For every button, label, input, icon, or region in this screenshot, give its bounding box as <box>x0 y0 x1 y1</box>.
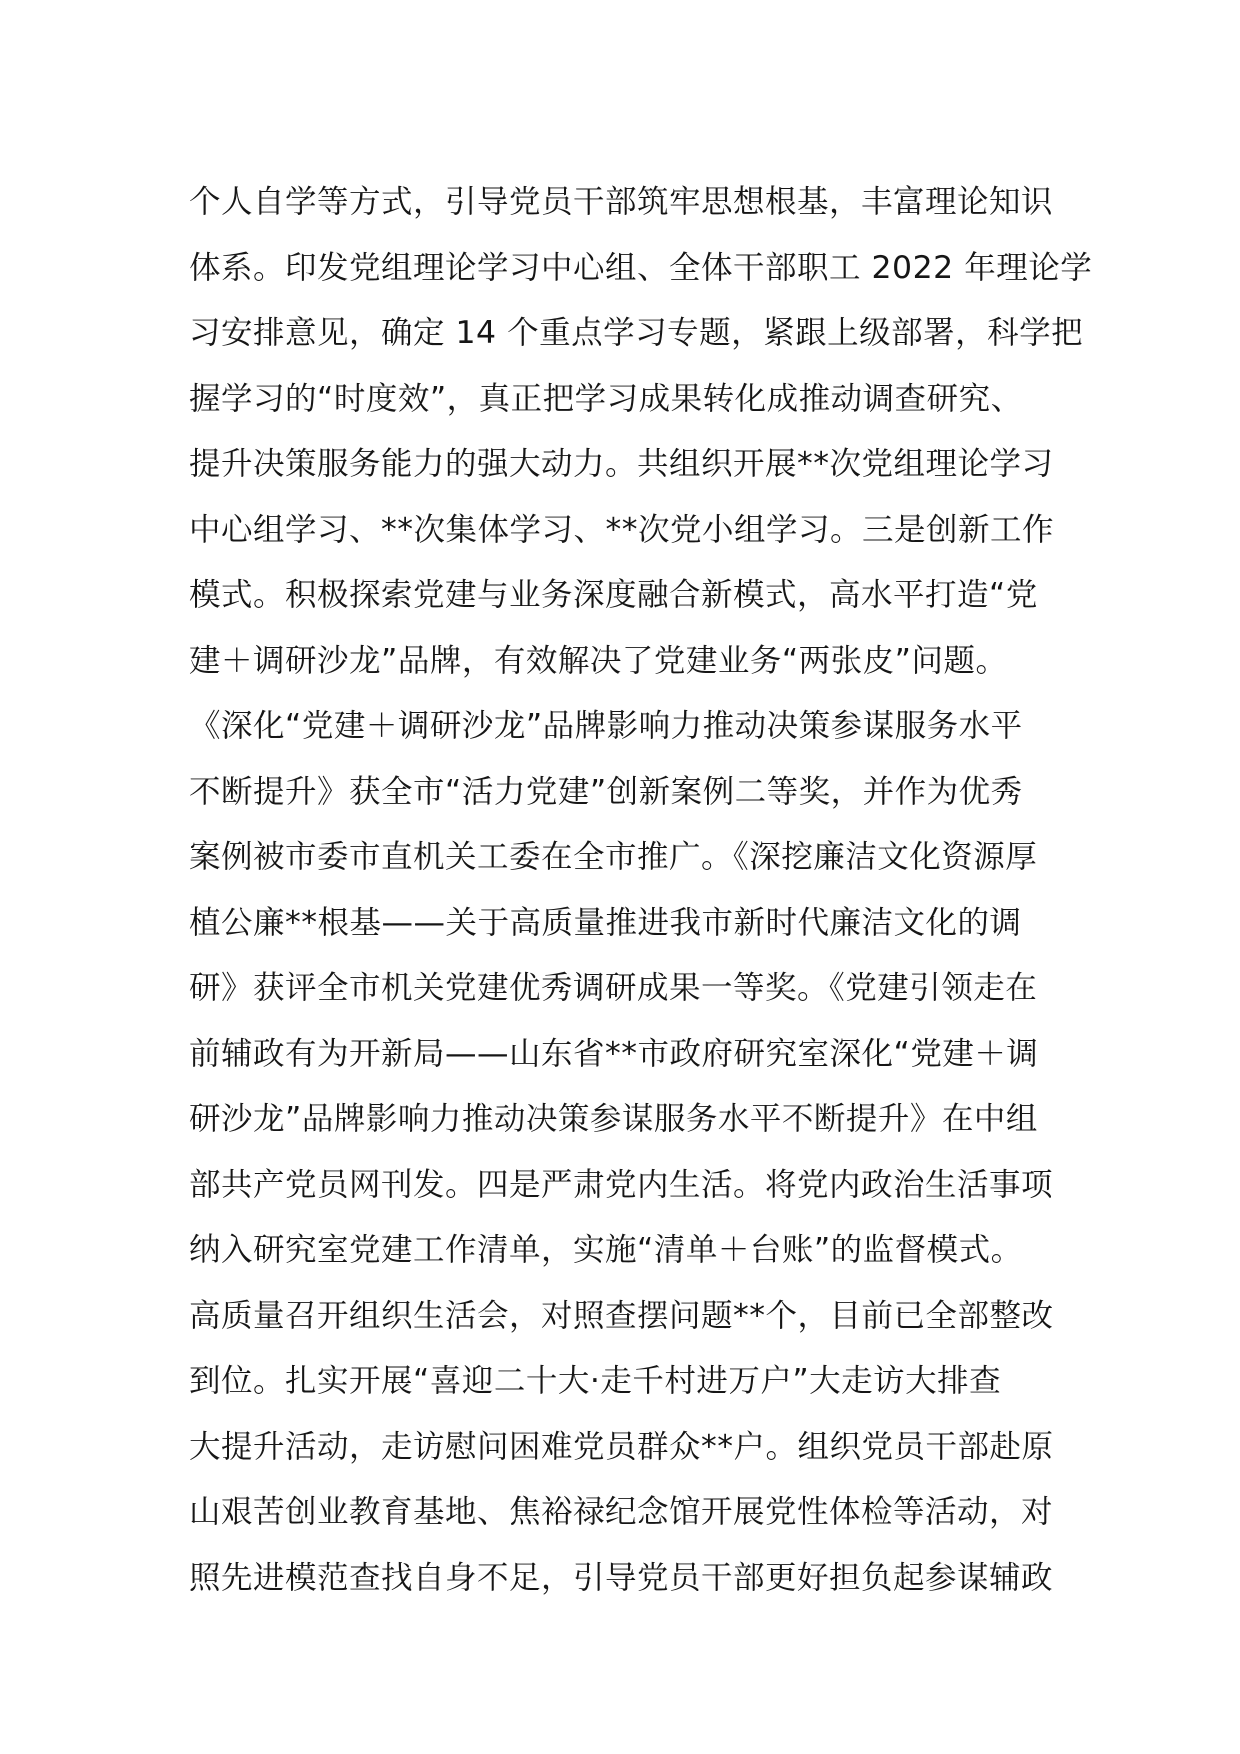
text-line: 到位。扎实开展“喜迎二十大·走千村进万户”大走访大排查 <box>189 1363 1002 1399</box>
text-line: 《深化“党建＋调研沙龙”品牌影响力推动决策参谋服务水平 <box>189 708 1023 744</box>
text-line: 研》获评全市机关党建优秀调研成果一等奖。《党建引领走在 <box>189 970 1038 1006</box>
text-line: 高质量召开组织生活会，对照查摆问题**个，目前已全部整改 <box>189 1297 1054 1334</box>
text-line: 照先进模范查找自身不足，引导党员干部更好担负起参谋辅政 <box>189 1559 1054 1596</box>
text-line: 大提升活动，走访慰问困难党员群众**户。组织党员干部赴原 <box>189 1428 1054 1465</box>
text-line: 个人自学等方式，引导党员干部筑牢思想根基，丰富理论知识 <box>189 184 1054 220</box>
text-line: 前辅政有为开新局——山东省**市政府研究室深化“党建＋调 <box>189 1035 1039 1072</box>
text-line: 体系。印发党组理论学习中心组、全体干部职工 2022 年理论学 <box>189 249 1093 286</box>
body-text <box>189 170 1093 1611</box>
text-line: 研沙龙”品牌影响力推动决策参谋服务水平不断提升》在中组 <box>189 1101 1038 1137</box>
text-line: 习安排意见，确定 14 个重点学习专题，紧跟上级部署，科学把 <box>189 315 1084 351</box>
text-line: 提升决策服务能力的强大动力。共组织开展**次党组理论学习 <box>189 446 1054 482</box>
text-line: 握学习的“时度效”，真正把学习成果转化成推动调查研究、 <box>189 380 1023 417</box>
text-line: 中心组学习、**次集体学习、**次党小组学习。三是创新工作 <box>189 511 1055 548</box>
text-line: 部共产党员网刊发。四是严肃党内生活。将党内政治生活事项 <box>189 1166 1054 1203</box>
text-line: 案例被市委市直机关工委在全市推广。《深挖廉洁文化资源厚 <box>189 839 1038 875</box>
text-line: 建＋调研沙龙”品牌，有效解决了党建业务“两张皮”问题。 <box>189 642 1008 679</box>
text-line: 山艰苦创业教育基地、焦裕禄纪念馆开展党性体检等活动，对 <box>189 1494 1054 1530</box>
text-line: 纳入研究室党建工作清单，实施“清单＋台账”的监督模式。 <box>189 1232 1023 1268</box>
text-line: 不断提升》获全市“活力党建”创新案例二等奖，并作为优秀 <box>189 773 1023 810</box>
text-line: 植公廉**根基——关于高质量推进我市新时代廉洁文化的调 <box>189 904 1022 941</box>
text-line: 模式。积极探索党建与业务深度融合新模式，高水平打造“党 <box>189 577 1038 613</box>
